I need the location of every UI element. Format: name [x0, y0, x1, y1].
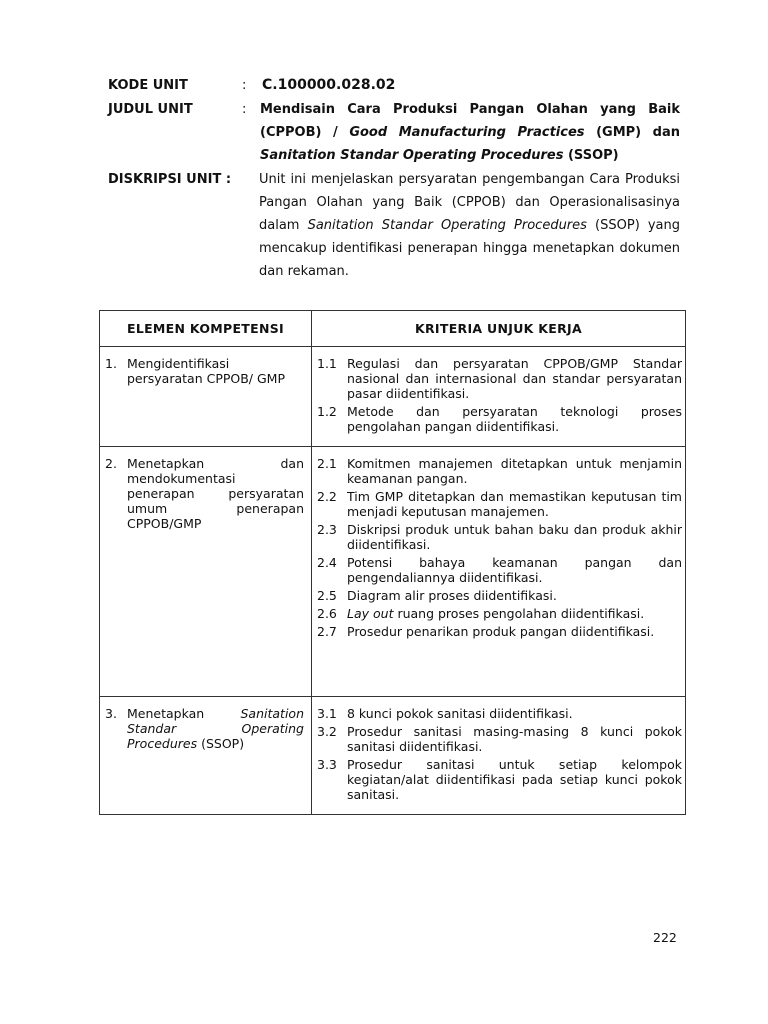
col-header-kriteria: KRITERIA UNJUK KERJA: [312, 311, 686, 347]
elemen-cell: 1. Mengidentifikasi persyaratan CPPOB/ GMP: [100, 347, 312, 447]
table-row: [100, 447, 686, 697]
kriteria-item: 2.7 Prosedur penarikan produk pangan diidentifikasi.: [317, 624, 655, 639]
kode-unit-value: C.100000.028.02: [262, 77, 396, 93]
diskripsi-unit-label: DISKRIPSI UNIT :: [108, 172, 232, 187]
kriteria-item: 2.3 Diskripsi produk untuk bahan baku dan produk akhir diidentifikasi.: [317, 522, 682, 552]
page-number: 222: [653, 930, 677, 945]
table-row: [100, 697, 686, 815]
kriteria-cell: [312, 697, 686, 815]
kriteria-item: 2.5 Diagram alir proses diidentifikasi.: [317, 588, 557, 603]
kriteria-item: 3.1 8 kunci pokok sanitasi diidentifikasi.: [317, 706, 573, 721]
kriteria-item: 3.2 Prosedur sanitasi masing-masing 8 kunci pokok sanitasi diidentifikasi.: [317, 724, 682, 754]
kriteria-item: 2.2 Tim GMP ditetapkan dan memastikan keputusan tim menjadi keputusan manajemen.: [317, 489, 682, 519]
competency-table: [99, 310, 686, 815]
kriteria-item: 1.2 Metode dan persyaratan teknologi proses pengolahan pangan diidentifikasi.: [317, 404, 682, 434]
table-row: [100, 347, 686, 447]
elemen-cell: 2. Menetapkan dan mendokumentasi penerapan persyaratan umum penerapan CPPOB/GMP: [100, 447, 312, 697]
table-header-row: [100, 311, 686, 347]
kode-unit-label: KODE UNIT: [108, 78, 188, 93]
kriteria-item: 2.4 Potensi bahaya keamanan pangan dan pengendaliannya diidentifikasi.: [317, 555, 682, 585]
diskripsi-unit-value: Unit ini menjelaskan persyaratan pengembangan Cara Produksi Pangan Olahan yang Baik (CPPOB) dan Operasionalisasinya dalam Sanitation Standar Operating Procedures (SSOP) yang mencakup identifikasi penerapan hingga menetapkan dokumen dan rekaman.: [259, 172, 681, 279]
kriteria-item: 2.1 Komitmen manajemen ditetapkan untuk menjamin keamanan pangan.: [317, 456, 682, 486]
elemen-cell: 3. Menetapkan Sanitation Standar Operating Procedures (SSOP): [100, 697, 312, 815]
unit-header: [108, 78, 688, 288]
kriteria-item: 2.6 Lay out ruang proses pengolahan diidentifikasi.: [317, 606, 645, 621]
col-header-elemen: ELEMEN KOMPETENSI: [100, 311, 312, 347]
kriteria-cell: [312, 447, 686, 697]
kriteria-item: 3.3 Prosedur sanitasi untuk setiap kelompok kegiatan/alat diidentifikasi pada setiap kunci pokok sanitasi.: [317, 757, 682, 802]
judul-unit-colon: :: [242, 102, 247, 117]
kriteria-cell: [312, 347, 686, 447]
judul-unit-value: Mendisain Cara Produksi Pangan Olahan yang Baik (CPPOB) / Good Manufacturing Practices (GMP) dan Sanitation Standar Operating Procedures (SSOP): [260, 102, 681, 163]
judul-unit-label: JUDUL UNIT: [108, 102, 193, 117]
kriteria-item: 1.1 Regulasi dan persyaratan CPPOB/GMP Standar nasional dan internasional dan standar persyaratan pasar diidentifikasi.: [317, 356, 682, 401]
kode-unit-colon: :: [242, 78, 247, 93]
